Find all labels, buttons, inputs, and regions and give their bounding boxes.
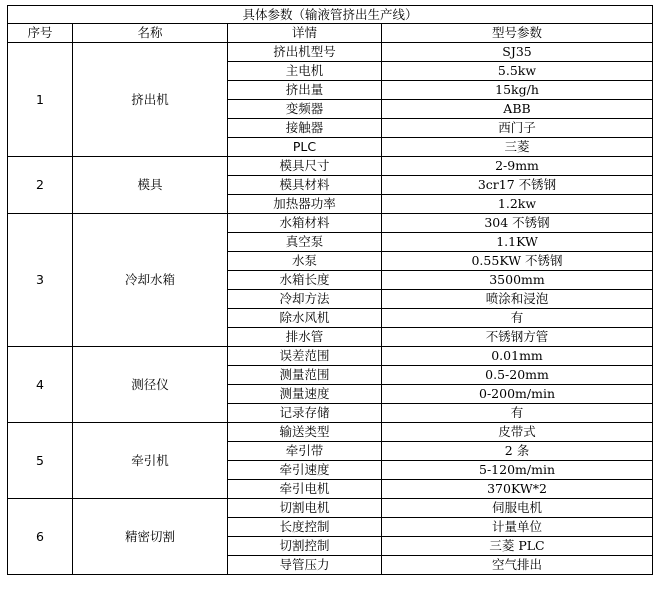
table-title: 具体参数（输液管挤出生产线） <box>8 6 653 24</box>
detail-cell: 切割控制 <box>228 537 382 556</box>
detail-cell: 牵引速度 <box>228 461 382 480</box>
row-number: 4 <box>8 347 73 423</box>
header-name: 名称 <box>73 24 228 43</box>
detail-cell: 挤出量 <box>228 81 382 100</box>
param-cell: 1.1KW <box>382 233 653 252</box>
param-cell: ABB <box>382 100 653 119</box>
equipment-name: 牵引机 <box>73 423 228 499</box>
header-detail: 详情 <box>228 24 382 43</box>
table-row <box>8 499 653 518</box>
table-row <box>8 157 653 176</box>
param-cell: 0.5-20mm <box>382 366 653 385</box>
detail-cell: 牵引电机 <box>228 480 382 499</box>
equipment-name: 测径仪 <box>73 347 228 423</box>
detail-cell: 排水管 <box>228 328 382 347</box>
detail-cell: 模具材料 <box>228 176 382 195</box>
param-cell: 5.5kw <box>382 62 653 81</box>
detail-cell: 水箱长度 <box>228 271 382 290</box>
param-cell: 0.01mm <box>382 347 653 366</box>
detail-cell: 长度控制 <box>228 518 382 537</box>
param-cell: 西门子 <box>382 119 653 138</box>
detail-cell: 水箱材料 <box>228 214 382 233</box>
row-number: 5 <box>8 423 73 499</box>
equipment-name: 挤出机 <box>73 43 228 157</box>
param-cell: 3500mm <box>382 271 653 290</box>
detail-cell: 除水风机 <box>228 309 382 328</box>
detail-cell: PLC <box>228 138 382 157</box>
table-header-row <box>8 24 653 43</box>
row-number: 6 <box>8 499 73 575</box>
detail-cell: 接触器 <box>228 119 382 138</box>
detail-cell: 测量范围 <box>228 366 382 385</box>
param-cell: 有 <box>382 309 653 328</box>
table-row <box>8 214 653 233</box>
param-cell: 304 不锈钢 <box>382 214 653 233</box>
param-cell: 计量单位 <box>382 518 653 537</box>
detail-cell: 误差范围 <box>228 347 382 366</box>
equipment-name: 冷却水箱 <box>73 214 228 347</box>
param-cell: 3cr17 不锈钢 <box>382 176 653 195</box>
param-cell: 0.55KW 不锈钢 <box>382 252 653 271</box>
equipment-name: 模具 <box>73 157 228 214</box>
param-cell: 0-200m/min <box>382 385 653 404</box>
detail-cell: 模具尺寸 <box>228 157 382 176</box>
param-cell: 空气排出 <box>382 556 653 575</box>
param-cell: 伺服电机 <box>382 499 653 518</box>
table-row <box>8 347 653 366</box>
detail-cell: 挤出机型号 <box>228 43 382 62</box>
detail-cell: 主电机 <box>228 62 382 81</box>
param-cell: 喷涂和浸泡 <box>382 290 653 309</box>
table-row <box>8 43 653 62</box>
header-no: 序号 <box>8 24 73 43</box>
param-cell: 皮带式 <box>382 423 653 442</box>
detail-cell: 牵引带 <box>228 442 382 461</box>
param-cell: 1.2kw <box>382 195 653 214</box>
row-number: 1 <box>8 43 73 157</box>
detail-cell: 切割电机 <box>228 499 382 518</box>
table-row <box>8 423 653 442</box>
detail-cell: 测量速度 <box>228 385 382 404</box>
detail-cell: 加热器功率 <box>228 195 382 214</box>
detail-cell: 导管压力 <box>228 556 382 575</box>
param-cell: 2-9mm <box>382 157 653 176</box>
row-number: 3 <box>8 214 73 347</box>
header-param: 型号参数 <box>382 24 653 43</box>
table-title-row <box>8 6 653 24</box>
spec-table <box>7 5 653 575</box>
equipment-name: 精密切割 <box>73 499 228 575</box>
param-cell: 三菱 PLC <box>382 537 653 556</box>
param-cell: 2 条 <box>382 442 653 461</box>
detail-cell: 记录存储 <box>228 404 382 423</box>
detail-cell: 水泵 <box>228 252 382 271</box>
param-cell: 三菱 <box>382 138 653 157</box>
detail-cell: 输送类型 <box>228 423 382 442</box>
param-cell: 不锈钢方管 <box>382 328 653 347</box>
detail-cell: 冷却方法 <box>228 290 382 309</box>
param-cell: SJ35 <box>382 43 653 62</box>
detail-cell: 变频器 <box>228 100 382 119</box>
param-cell: 370KW*2 <box>382 480 653 499</box>
param-cell: 15kg/h <box>382 81 653 100</box>
row-number: 2 <box>8 157 73 214</box>
detail-cell: 真空泵 <box>228 233 382 252</box>
param-cell: 有 <box>382 404 653 423</box>
param-cell: 5-120m/min <box>382 461 653 480</box>
